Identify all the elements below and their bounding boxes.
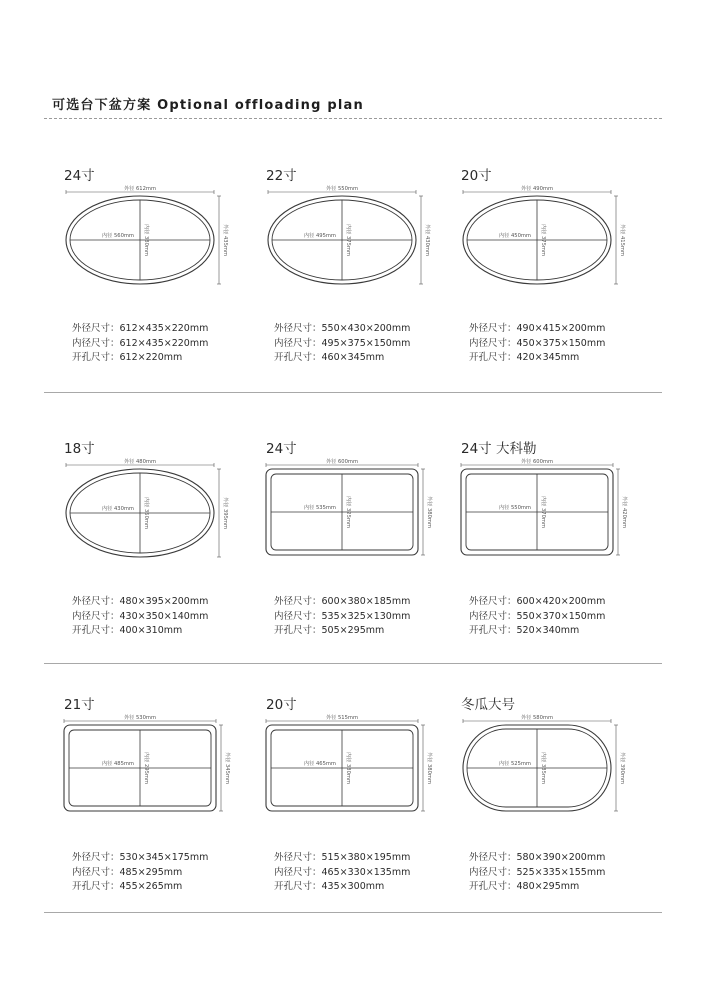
cutout-size-row: [274, 624, 410, 639]
sink-item-name: 22寸: [266, 168, 297, 184]
inner-size-label: 内径尺寸：: [72, 866, 120, 878]
cutout-size-label: 开孔尺寸：: [72, 352, 120, 363]
cutout-size-label: 开孔尺寸：: [274, 881, 322, 892]
inner-height-label: 内径 375mm: [345, 223, 351, 257]
cutout-size-value: 460×345mm: [321, 352, 385, 363]
inner-size-row: [469, 866, 605, 881]
outer-size-value: 580×390×200mm: [516, 852, 606, 863]
outer-width-label: 外径 600mm: [520, 459, 554, 465]
outer-height-label: 外径 380mm: [426, 751, 432, 785]
sink-item-name: 24寸 大科勒: [461, 441, 537, 457]
cutout-size-row: [72, 351, 208, 366]
sink-specs: [72, 322, 208, 366]
outer-size-row: [469, 595, 605, 610]
outer-width-label: 外径 612mm: [123, 186, 157, 192]
sink-item: [46, 164, 256, 379]
inner-size-value: 535×325×130mm: [321, 610, 411, 622]
inner-height-label: 内径 380mm: [143, 223, 149, 257]
inner-size-label: 内径尺寸：: [274, 866, 322, 878]
sink-item: [248, 164, 458, 379]
inner-height-label: 内径 325mm: [345, 495, 351, 529]
sink-item-name: 21寸: [64, 697, 95, 713]
sink-diagram: [443, 184, 653, 294]
inner-size-label: 内径尺寸：: [72, 610, 120, 622]
sink-diagram: [248, 184, 458, 294]
outer-size-label: 外径尺寸：: [72, 596, 120, 607]
inner-width-label: 内径 465mm: [303, 761, 336, 767]
inner-size-value: 450×375×150mm: [516, 337, 606, 349]
cutout-size-row: [469, 624, 605, 639]
outer-size-label: 外径尺寸：: [274, 852, 322, 863]
sink-specs: [72, 595, 208, 639]
outer-size-label: 外径尺寸：: [274, 596, 322, 607]
sink-specs: [72, 851, 208, 895]
cutout-size-row: [72, 624, 208, 639]
sink-diagram: [248, 457, 458, 567]
outer-height-label: 外径 380mm: [426, 495, 432, 529]
header-dashed-divider: [44, 118, 662, 119]
outer-height-label: 外径 395mm: [222, 496, 228, 530]
inner-width-label: 内径 495mm: [303, 233, 336, 239]
outer-size-label: 外径尺寸：: [469, 323, 517, 334]
sink-item: [248, 693, 458, 908]
cutout-size-value: 400×310mm: [119, 625, 183, 636]
outer-size-value: 600×420×200mm: [516, 596, 606, 607]
inner-width-label: 内径 485mm: [101, 761, 134, 767]
sink-specs: [469, 851, 605, 895]
inner-size-value: 612×435×220mm: [119, 337, 209, 349]
outer-size-value: 600×380×185mm: [321, 596, 411, 607]
outer-width-label: 外径 550mm: [325, 186, 359, 192]
outer-size-label: 外径尺寸：: [72, 323, 120, 334]
inner-width-label: 内径 560mm: [101, 233, 134, 239]
cutout-size-label: 开孔尺寸：: [72, 625, 120, 636]
inner-size-row: [469, 610, 605, 625]
outer-width-label: 外径 490mm: [520, 186, 554, 192]
outer-size-value: 530×345×175mm: [119, 852, 209, 863]
cutout-size-label: 开孔尺寸：: [469, 352, 517, 363]
inner-width-label: 内径 525mm: [498, 761, 531, 767]
sink-item: [46, 693, 256, 908]
cutout-size-label: 开孔尺寸：: [274, 352, 322, 363]
inner-size-value: 430×350×140mm: [119, 610, 209, 622]
cutout-size-row: [72, 880, 208, 895]
cutout-size-value: 435×300mm: [321, 881, 385, 892]
cutout-size-value: 480×295mm: [516, 881, 580, 892]
sink-item-name: 20寸: [461, 168, 492, 184]
cutout-size-label: 开孔尺寸：: [469, 625, 517, 636]
outer-height-label: 外径 415mm: [619, 223, 625, 257]
outer-width-label: 外径 480mm: [123, 459, 157, 465]
inner-size-value: 525×335×155mm: [516, 866, 606, 878]
sink-diagram: [46, 713, 256, 823]
outer-size-row: [72, 851, 208, 866]
sink-item-name: 24寸: [64, 168, 95, 184]
outer-width-label: 外径 515mm: [325, 715, 359, 721]
sink-item-name: 24寸: [266, 441, 297, 457]
inner-size-row: [72, 610, 208, 625]
inner-size-row: [274, 337, 410, 352]
inner-size-row: [72, 866, 208, 881]
outer-size-row: [469, 322, 605, 337]
inner-size-value: 465×330×135mm: [321, 866, 411, 878]
cutout-size-label: 开孔尺寸：: [469, 881, 517, 892]
inner-size-row: [469, 337, 605, 352]
row-divider-1: [44, 392, 662, 393]
page-title: 可选台下盆方案 Optional offloading plan: [52, 98, 364, 113]
outer-width-label: 外径 530mm: [123, 715, 157, 721]
outer-height-label: 外径 430mm: [424, 223, 430, 257]
sink-specs: [274, 322, 410, 366]
sink-item: [248, 437, 458, 652]
outer-size-value: 490×415×200mm: [516, 323, 606, 334]
outer-width-label: 外径 600mm: [325, 459, 359, 465]
outer-size-label: 外径尺寸：: [469, 596, 517, 607]
outer-size-row: [274, 851, 410, 866]
inner-size-label: 内径尺寸：: [274, 610, 322, 622]
row-divider-2: [44, 663, 662, 664]
inner-size-label: 内径尺寸：: [469, 866, 517, 878]
sink-item: [46, 437, 256, 652]
sink-specs: [469, 595, 605, 639]
outer-height-label: 外径 435mm: [222, 223, 228, 257]
inner-size-label: 内径尺寸：: [72, 337, 120, 349]
cutout-size-row: [469, 880, 605, 895]
cutout-size-value: 505×295mm: [321, 625, 385, 636]
inner-height-label: 内径 335mm: [540, 751, 546, 785]
outer-height-label: 外径 420mm: [621, 495, 627, 529]
sink-diagram: [46, 457, 256, 567]
sink-diagram: [443, 457, 653, 567]
inner-width-label: 内径 535mm: [303, 505, 336, 511]
inner-height-label: 内径 370mm: [540, 495, 546, 529]
sink-diagram: [443, 713, 653, 823]
inner-height-label: 内径 375mm: [540, 223, 546, 257]
outer-size-row: [274, 595, 410, 610]
inner-size-row: [274, 610, 410, 625]
inner-size-row: [72, 337, 208, 352]
outer-size-value: 550×430×200mm: [321, 323, 411, 334]
outer-height-label: 外径 390mm: [619, 751, 625, 785]
inner-height-label: 内径 295mm: [143, 751, 149, 785]
sink-item-name: 18寸: [64, 441, 95, 457]
outer-size-value: 515×380×195mm: [321, 852, 411, 863]
sink-specs: [469, 322, 605, 366]
outer-size-label: 外径尺寸：: [469, 852, 517, 863]
row-divider-3: [44, 912, 662, 913]
inner-size-row: [274, 866, 410, 881]
inner-size-value: 495×375×150mm: [321, 337, 411, 349]
outer-size-row: [72, 595, 208, 610]
outer-size-label: 外径尺寸：: [72, 852, 120, 863]
inner-size-value: 550×370×150mm: [516, 610, 606, 622]
inner-height-label: 内径 350mm: [143, 496, 149, 530]
cutout-size-row: [274, 351, 410, 366]
sink-item-name: 冬瓜大号: [461, 697, 515, 713]
sink-item: [443, 693, 653, 908]
outer-width-label: 外径 580mm: [520, 715, 554, 721]
outer-size-row: [469, 851, 605, 866]
inner-size-value: 485×295mm: [119, 866, 183, 878]
cutout-size-label: 开孔尺寸：: [72, 881, 120, 892]
sink-specs: [274, 851, 410, 895]
sink-item: [443, 164, 653, 379]
inner-height-label: 内径 330mm: [345, 751, 351, 785]
inner-width-label: 内径 430mm: [101, 506, 134, 512]
sink-diagram: [248, 713, 458, 823]
outer-size-value: 480×395×200mm: [119, 596, 209, 607]
cutout-size-value: 420×345mm: [516, 352, 580, 363]
inner-size-label: 内径尺寸：: [274, 337, 322, 349]
cutout-size-label: 开孔尺寸：: [274, 625, 322, 636]
outer-height-label: 外径 345mm: [224, 751, 230, 785]
cutout-size-value: 612×220mm: [119, 352, 183, 363]
cutout-size-value: 455×265mm: [119, 881, 183, 892]
inner-size-label: 内径尺寸：: [469, 610, 517, 622]
inner-size-label: 内径尺寸：: [469, 337, 517, 349]
outer-size-value: 612×435×220mm: [119, 323, 209, 334]
sink-specs: [274, 595, 410, 639]
outer-size-row: [72, 322, 208, 337]
outer-size-label: 外径尺寸：: [274, 323, 322, 334]
cutout-size-row: [274, 880, 410, 895]
sink-diagram: [46, 184, 256, 294]
outer-size-row: [274, 322, 410, 337]
sink-item: [443, 437, 653, 652]
cutout-size-value: 520×340mm: [516, 625, 580, 636]
inner-width-label: 内径 450mm: [498, 233, 531, 239]
cutout-size-row: [469, 351, 605, 366]
sink-item-name: 20寸: [266, 697, 297, 713]
inner-width-label: 内径 550mm: [498, 505, 531, 511]
